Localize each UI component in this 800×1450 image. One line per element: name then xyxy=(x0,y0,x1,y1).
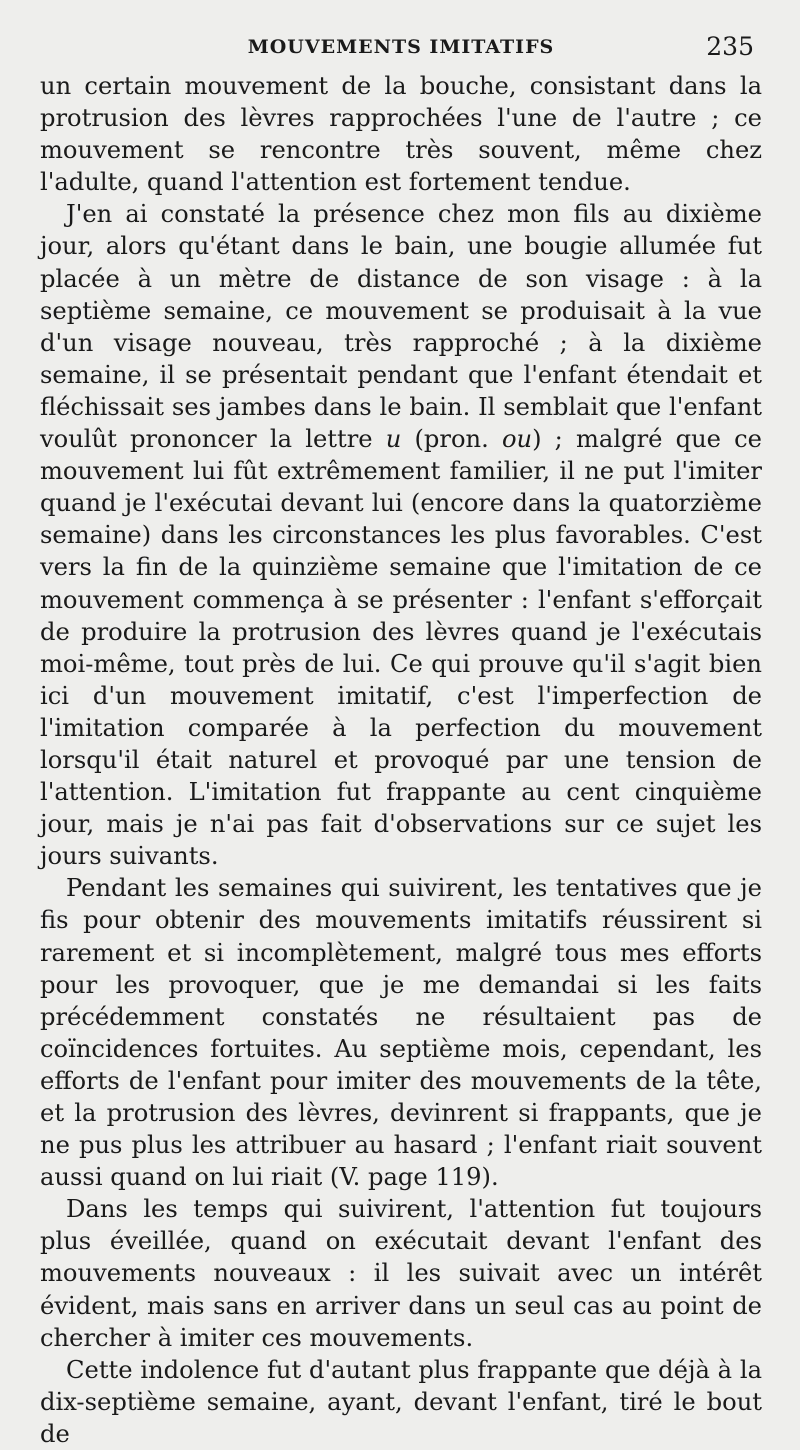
page-header xyxy=(40,0,762,70)
body-text xyxy=(40,70,762,1450)
paragraph-4: Dans les temps qui suivirent, l'attention fut toujours plus éveillée, quand on exécutait devant l'enfant des mouvements nouveaux : il les suivait avec un intérêt évident, mais sans en arriver dans un seul cas au point de chercher à imiter ces mouvements. xyxy=(40,1195,762,1352)
paragraph-1: un certain mouvement de la bouche, consistant dans la protrusion des lèvres rapprochées l'une de l'autre ; ce mouvement se rencontre très souvent, même chez l'adulte, quand l'attention est fortement tendue. xyxy=(40,72,762,197)
italic-ou: ou xyxy=(501,425,533,454)
paragraph-2-part-3: ) ; malgré que ce mouvement lui fût extrêmement familier, il ne put l'imiter quand je l'exécutai devant lui (encore dans la quatorzième semaine) dans les circonstances les plus favorables. C'est vers la fin de la quinzième semaine que l'imitation de ce mouvement commença à se présenter : l'enfant s'efforçait de produire la protrusion des lèvres quand je l'exécutais moi-même, tout près de lui. Ce qui prouve qu'il s'agit bien ici d'un mouvement imitatif, c'est l'imperfection de l'imitation comparée à la perfection du mouvement lorsqu'il était naturel et provoqué par une tension de l'attention. L'imitation fut frappante au cent cinquième jour, mais je n'ai pas fait d'observations sur ce sujet les jours suivants. xyxy=(40,425,762,871)
paragraph-3: Pendant les semaines qui suivirent, les tentatives que je fis pour obtenir des mouvements imitatifs réussirent si rarement et si incomplètement, malgré tous mes efforts pour les provoquer, que je me demandai si les faits précédemment constatés ne résultaient pas de coïncidences fortuites. Au septième mois, cependant, les efforts de l'enfant pour imiter des mouvements de la tête, et la protrusion des lèvres, devinrent si frappants, que je ne pus plus les attribuer au hasard ; l'enfant riait souvent aussi quand on lui riait (V. page 119). xyxy=(40,874,762,1192)
paragraph-5: Cette indolence fut d'autant plus frappante que déjà à la dix-septième semaine, ayant, devant l'enfant, tiré le bout de xyxy=(40,1355,762,1448)
italic-letter-u: u xyxy=(385,425,402,454)
paragraph-2-part-2: (pron. xyxy=(401,425,502,454)
paragraph-2 xyxy=(40,198,762,872)
running-title: MOUVEMENTS IMITATIFS xyxy=(247,36,555,58)
page-number: 235 xyxy=(706,32,754,61)
paragraph-2-part-1: J'en ai constaté la présence chez mon fils au dixième jour, alors qu'étant dans le bain, une bougie allumée fut placée à un mètre de distance de son visage : à la septième semaine, ce mouvement se produisait à la vue d'un visage nouveau, très rapproché ; à la dixième semaine, il se présentait pendant que l'enfant étendait et fléchissait ses jambes dans le bain. Il semblait que l'enfant voulût prononcer la lettre xyxy=(40,200,762,454)
